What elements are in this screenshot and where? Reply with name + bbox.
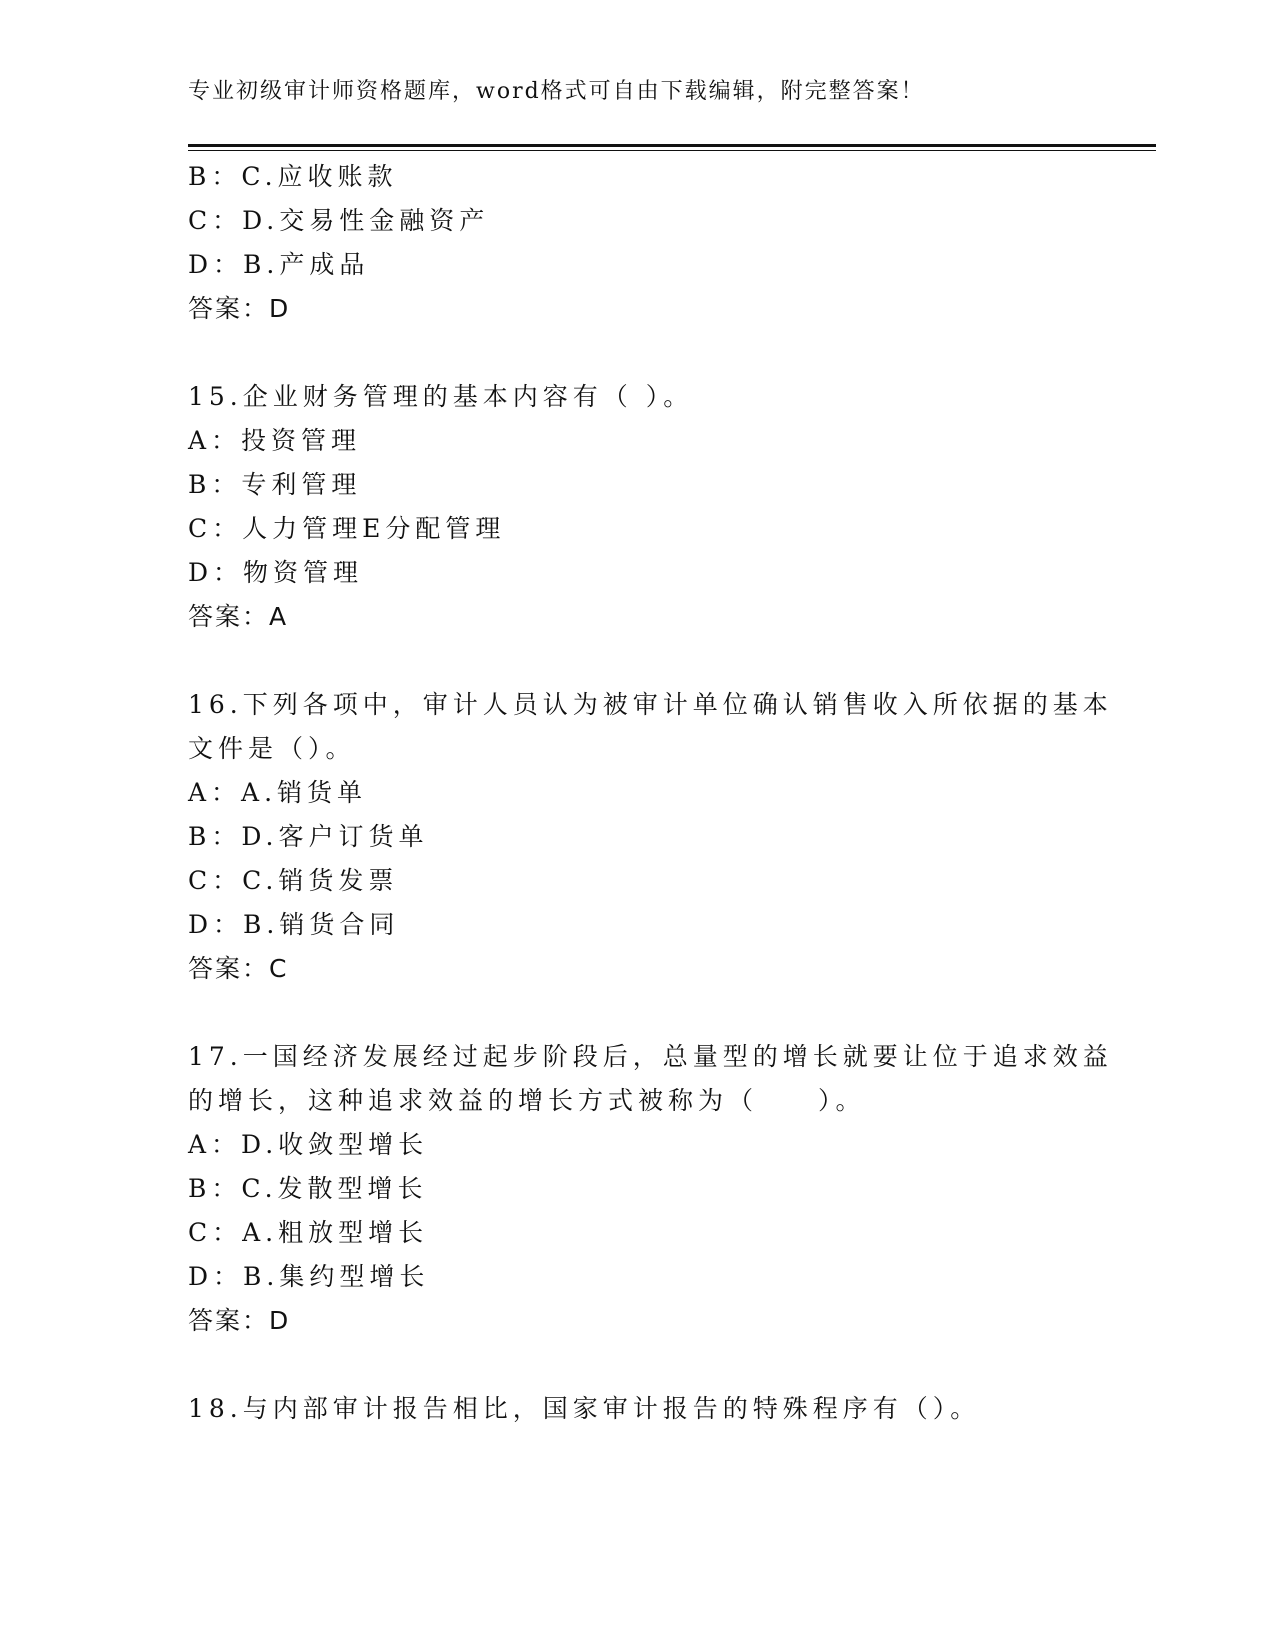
q15-option-a: A：投资管理 [188, 426, 362, 455]
q17-option-d: D：B.集约型增长 [188, 1262, 430, 1291]
q14-option-d: D：B.产成品 [188, 250, 370, 279]
q15-option-b: B：专利管理 [188, 470, 362, 499]
q17-option-b: B：C.发散型增长 [188, 1174, 428, 1203]
q15-option-c: C：人力管理E分配管理 [188, 514, 506, 543]
header-rule-thin [188, 150, 1156, 151]
q15-option-d: D：物资管理 [188, 558, 364, 587]
q15-answer: 答案：A [188, 602, 289, 631]
q17-option-c: C：A.粗放型增长 [188, 1218, 429, 1247]
q16-option-b: B：D.客户订货单 [188, 822, 429, 851]
q17-stem-line2: 的增长，这种追求效益的增长方式被称为（ ）。 [188, 1086, 866, 1115]
q17-stem-line1: 17.一国经济发展经过起步阶段后，总量型的增长就要让位于追求效益 [188, 1042, 1113, 1071]
q17-answer: 答案：D [188, 1306, 291, 1335]
q17-option-a: A：D.收敛型增长 [188, 1130, 429, 1159]
q14-option-c: C：D.交易性金融资产 [188, 206, 490, 235]
q14-option-b: B：C.应收账款 [188, 162, 398, 191]
header-rule-thick [188, 144, 1156, 147]
q15-stem: 15.企业财务管理的基本内容有（ ）。 [188, 382, 694, 411]
q16-stem-line2: 文件是（）。 [188, 734, 356, 763]
q16-option-c: C：C.销货发票 [188, 866, 399, 895]
q16-answer: 答案：C [188, 954, 289, 983]
q16-option-d: D：B.销货合同 [188, 910, 400, 939]
q14-answer: 答案：D [188, 294, 291, 323]
q18-stem: 18.与内部审计报告相比，国家审计报告的特殊程序有（）。 [188, 1394, 981, 1423]
q16-option-a: A：A.销货单 [188, 778, 368, 807]
q16-stem-line1: 16.下列各项中，审计人员认为被审计单位确认销售收入所依据的基本 [188, 690, 1113, 719]
page-header: 专业初级审计师资格题库，word格式可自由下载编辑，附完整答案！ [188, 79, 925, 104]
